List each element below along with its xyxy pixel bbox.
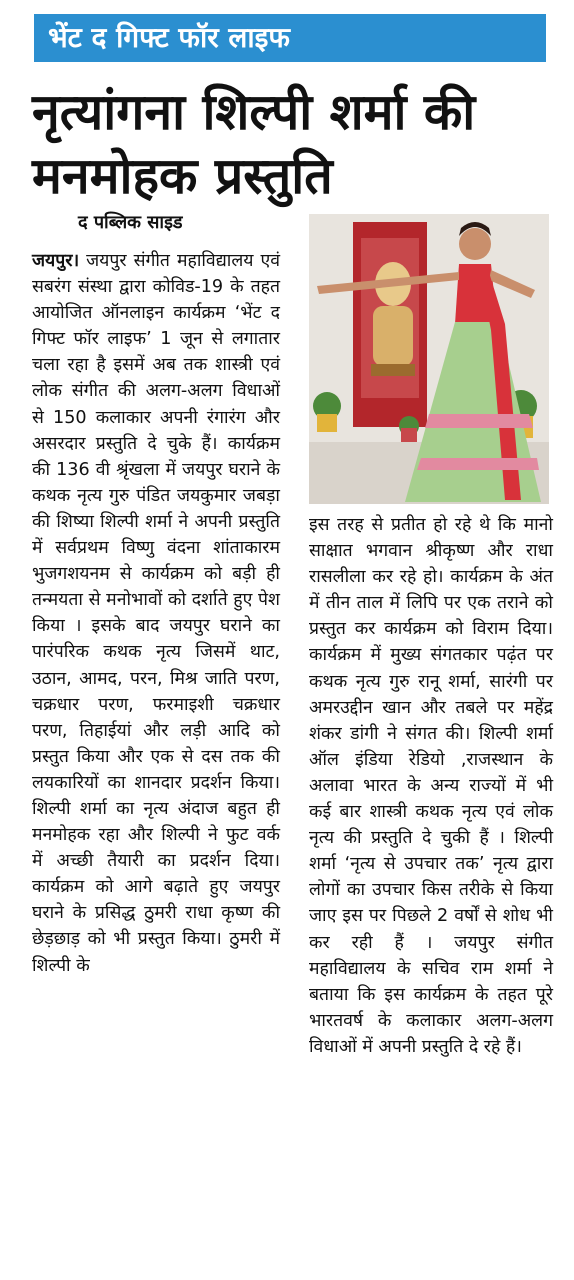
article-column-right: इस तरह से प्रतीत हो रहे थे कि मानो साक्षात भगवान श्रीकृष्ण और राधा रासलीला कर रहे हो। कार्यक्रम के अंत में तीन ताल में लिपि पर एक तराने को प्रस्तुत कर कार्यक्रम को विराम दिया। कार्यक्रम में मुख्य संगतकार पढ़ंत पर कथक नृत्य गुरु रानू शर्मा, सारंगी पर अमरउद्दीन खान और तबले पर महेंद्र शंकर डांगी ने संगत की। शिल्पी शर्मा ऑल इंडिया रेडियो ,राजस्थान के अलावा भारत के अन्य राज्यों में भी कई बार शास्त्री कथक नृत्य एवं लोक नृत्य की प्रस्तुति दे चुकी हैं । शिल्पी शर्मा ‘नृत्य से उपचार तक’ नृत्य द्वारा लोगों का उपचार किस तरीके से किया जाए इस पर पिछले 2 वर्षों से शोध भी कर रही हैं । जयपुर संगीत महाविद्यालय के सचिव राम शर्मा ने बताया कि इस कार्यक्रम के तहत पूरे भारतवर्ष के कलाकार अलग-अलग विधाओं में अपनी प्रस्तुति दे रहे हैं। (309, 515, 553, 1057)
article-text-left: जयपुर संगीत महाविद्यालय एवं सबरंग संस्था द्वारा कोविड-19 के तहत आयोजित ऑनलाइन कार्यक्रम ‘भेंट द गिफ्ट फॉर लाइफ’ 1 जून से लगातार चला रहा है इसमें अब तक शास्त्री एवं लोक संगीत की अलग-अलग विधाओं से 150 कलाकार अपनी रंगारंग और असरदार प्रस्तुति दे चुके हैं। कार्यक्रम की 136 वी श्रृंखला में जयपुर घराने के कथक नृत्य गुरु पंडित जयकुमार जबड़ा की शिष्या शिल्पी शर्मा ने अपनी प्रस्तुति में सर्वप्रथम विष्णु वंदना शांताकारम भुजगशयनम से कार्यक्रम को बड़ी ही तन्मयता से मनोभावों को दर्शाते हुए पेश किया । इसके बाद जयपुर घराने का पारंपरिक कथक नृत्य जिसमें थाट, उठान, आमद, परन, मिश्र जाति परण, चक्रधार परण, फरमाइशी चक्रधार परण, तिहाईयां और लड़ी आदि को प्रस्तुत किया और एक से दस तक की लयकारियों का शानदार प्रदर्शन किया। शिल्पी शर्मा का नृत्य अंदाज बहुत ही मनमोहक रहा और शिल्पी ने फुट वर्क में अच्छी तैयारी का प्रदर्शन दिया। कार्यक्रम को आगे बढ़ाते हुए जयपुर घराने के प्रसिद्ध ठुमरी राधा कृष्ण की छेड़छाड़ को भी प्रस्तुत किया। ठुमरी में शिल्पी के (32, 251, 280, 976)
byline: द पब्लिक साइड (78, 212, 183, 233)
headline: नृत्यांगना शिल्पी शर्मा की मनमोहक प्रस्तुति (32, 83, 476, 205)
dancer-illustration (309, 214, 549, 504)
section-banner (34, 14, 546, 62)
article-column-left (32, 248, 280, 979)
dateline: जयपुर। (32, 251, 80, 271)
dancer-photo (309, 214, 549, 504)
banner-title: भेंट द गिफ्ट फॉर लाइफ (48, 21, 290, 54)
